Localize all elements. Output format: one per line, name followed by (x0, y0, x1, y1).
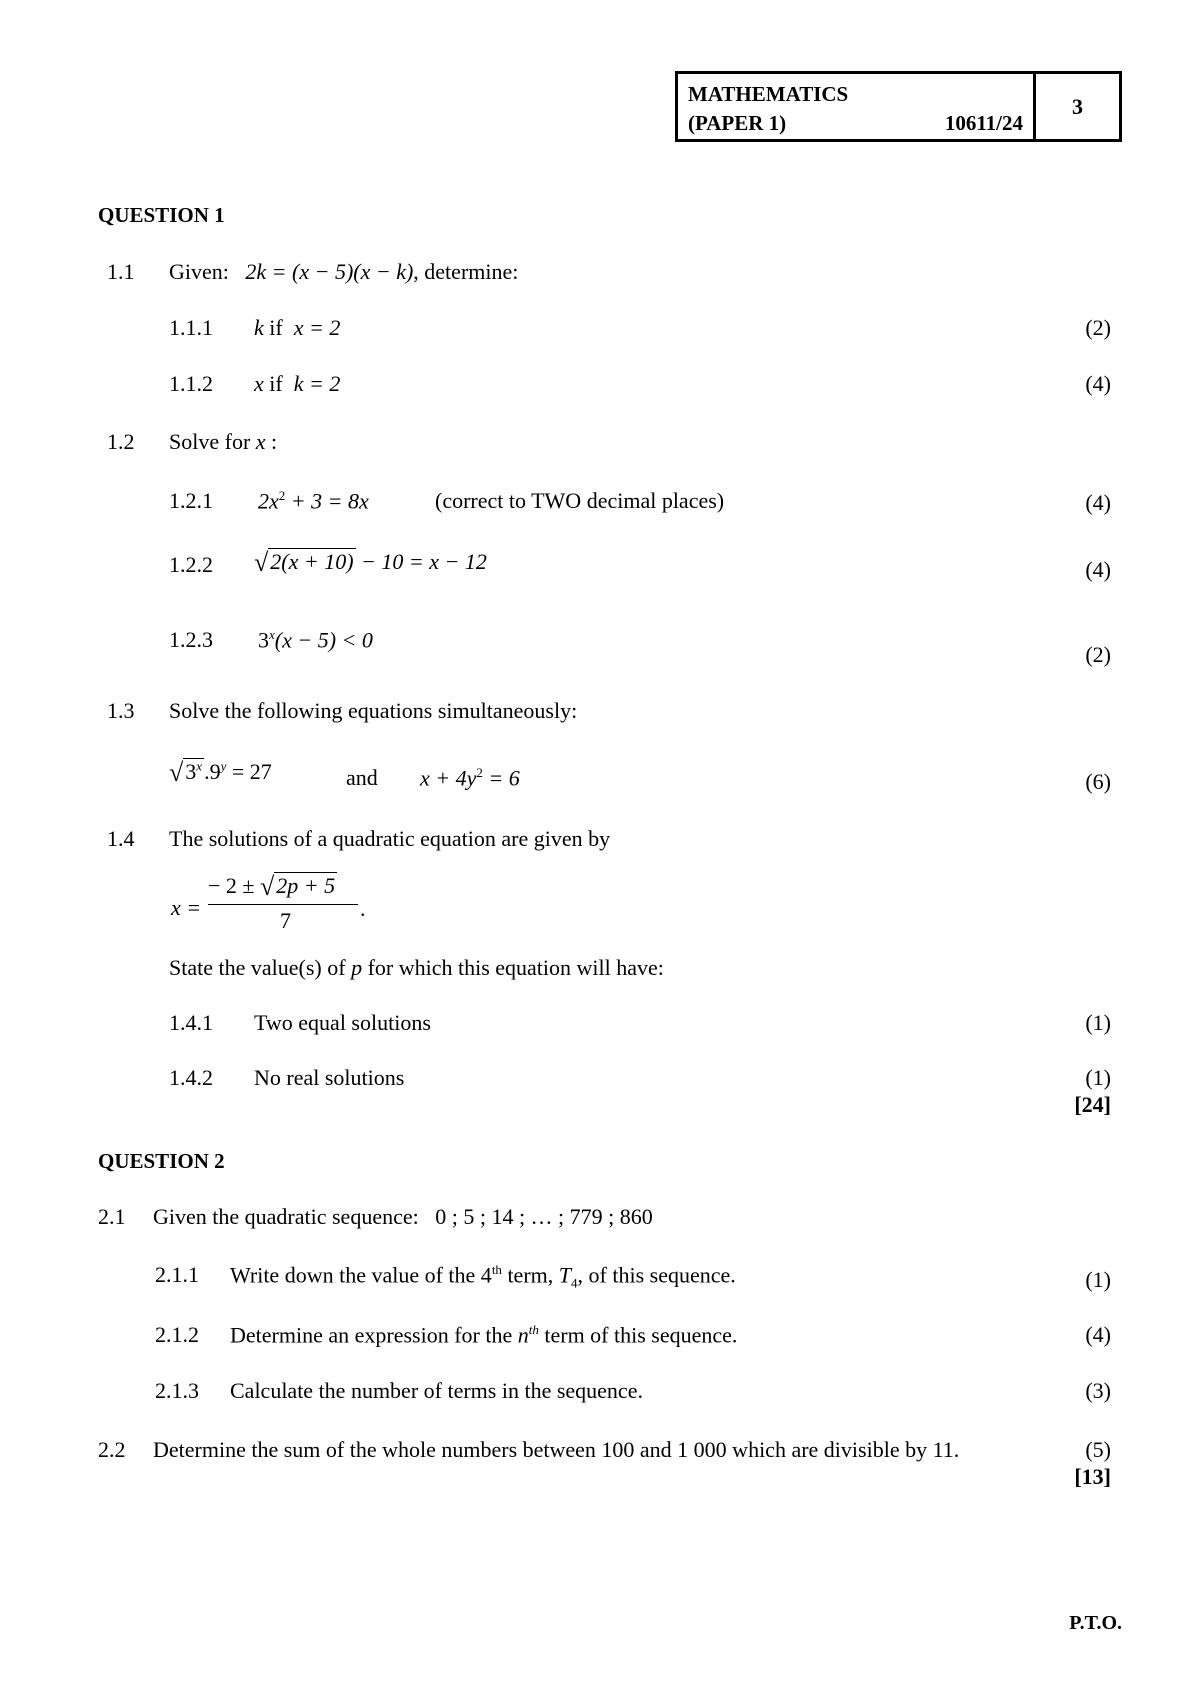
q1-1-tail: , determine: (413, 259, 519, 284)
pto-footer: P.T.O. (1069, 1612, 1122, 1634)
q2-1-1-post: , of this sequence. (577, 1262, 736, 1288)
q1-4-number: 1.4 (107, 826, 135, 851)
question-1-total: [24] (1074, 1092, 1111, 1117)
q1-2-var: x (255, 429, 266, 454)
q2-1-1-t: T (558, 1262, 572, 1288)
q1-4-1-text: Two equal solutions (254, 1010, 431, 1035)
q2-1-3-mark: (3) (1085, 1378, 1111, 1403)
q1-4-radicand (274, 872, 337, 898)
q1-1-equation: 2k = (x − 5)(x − k) (245, 259, 414, 284)
q1-4-2-text: No real solutions (254, 1065, 405, 1090)
q1-3-eq2-b: = 6 (482, 765, 520, 791)
header-left-cell (678, 74, 1036, 139)
q1-3-mark: (6) (1085, 769, 1111, 794)
q2-2-number: 2.2 (98, 1437, 126, 1462)
q1-3-equation-2 (420, 765, 520, 791)
q1-1-2-number: 1.1.2 (169, 371, 213, 396)
sqrt-icon: √ (259, 872, 275, 901)
q2-1-number: 2.1 (98, 1204, 126, 1229)
q1-2-3-equation (258, 627, 373, 653)
q1-2-1-number: 1.2.1 (169, 488, 213, 513)
q1-4-text: The solutions of a quadratic equation are given by (169, 826, 611, 851)
q2-2-text: Determine the sum of the whole numbers between 100 and 1 000 which are divisible by 11. (153, 1437, 960, 1462)
q2-1-3-text: Calculate the number of terms in the sequence. (230, 1378, 643, 1403)
q2-1-line (153, 1204, 653, 1230)
q2-1-2-n: n (517, 1322, 529, 1348)
q1-3-equation-1 (169, 758, 272, 786)
q2-1-1-mid: term, (501, 1262, 559, 1288)
question-2-total: [13] (1074, 1464, 1111, 1489)
q1-2-number: 1.2 (107, 429, 135, 454)
q2-1-text: Given the quadratic sequence: (153, 1204, 419, 1229)
q1-2-2-radicand (268, 548, 355, 574)
q1-1-2-if: if (269, 371, 283, 396)
q1-3-radicand-base: 3 (185, 759, 197, 784)
q1-4-numerator (208, 872, 337, 900)
q1-2-3-number: 1.2.3 (169, 627, 213, 652)
q1-4-fraction (188, 872, 388, 942)
q1-4-radicand-text: 2p + 5 (276, 873, 336, 898)
q1-1-1-var: k (254, 315, 264, 340)
q1-3-text: Solve the following equations simultaneously: (169, 698, 578, 723)
q2-1-2-mark: (4) (1085, 1322, 1111, 1347)
q2-1-2-post: term of this sequence. (538, 1322, 738, 1348)
q1-2-2-rest: − 10 = x − 12 (355, 549, 487, 574)
q1-2-2-number: 1.2.2 (169, 552, 213, 577)
q1-4-state: State the value(s) of (169, 955, 346, 980)
q1-3-and: and (346, 765, 378, 790)
q1-3-mid-exp: y (220, 758, 227, 774)
q1-2-3-exponent: x (269, 627, 275, 642)
q1-1-1-number: 1.1.1 (169, 315, 213, 340)
q2-1-1-pre: Write down the value of the 4 (230, 1262, 492, 1288)
q1-1-1-if: if (269, 315, 283, 340)
q2-1-sequence: 0 ; 5 ; 14 ; … ; 779 ; 860 (435, 1204, 653, 1229)
q1-4-1-mark: (1) (1085, 1010, 1111, 1035)
header-subject: MATHEMATICS (688, 82, 849, 106)
q1-3-eq2-a: x + 4y (420, 765, 477, 791)
q1-1-2-mark: (4) (1085, 371, 1111, 396)
q1-1-1-condition: x = 2 (293, 315, 341, 340)
q2-1-3-number: 2.1.3 (155, 1378, 199, 1403)
q1-2-1-equation (258, 488, 369, 514)
q1-4-var: p (351, 955, 363, 980)
question-1-title: QUESTION 1 (98, 203, 225, 227)
q1-3-mid: .9 (204, 759, 221, 784)
q1-2-2-radicand-text: 2(x + 10) (270, 549, 354, 574)
sqrt-icon: √ (254, 548, 269, 577)
q2-1-1-number: 2.1.1 (155, 1262, 199, 1287)
q2-1-1-mark: (1) (1085, 1267, 1111, 1292)
q1-3-radicand (183, 758, 204, 784)
q1-4-denominator: 7 (280, 908, 291, 933)
q1-4-state-line (169, 955, 664, 981)
q1-4-2-mark: (1) (1085, 1065, 1111, 1090)
q2-1-1-text (230, 1262, 736, 1292)
header-paper: (PAPER 1) (688, 111, 787, 135)
q1-2-line (169, 429, 277, 455)
q1-2-1-note: (correct to TWO decimal places) (435, 488, 725, 513)
q2-2-mark: (5) (1085, 1437, 1111, 1462)
q1-2-1-rest: + 3 = 8x (285, 488, 369, 514)
q1-4-1-number: 1.4.1 (169, 1010, 213, 1035)
q1-2-1-exponent: 2 (278, 488, 286, 503)
q1-3-radicand-exp: x (196, 758, 203, 774)
q1-4-numerator-lead: − 2 ± (208, 873, 255, 898)
q1-2-2-equation (254, 548, 487, 576)
fraction-bar (208, 904, 358, 905)
q1-1-1-mark: (2) (1085, 315, 1111, 340)
q1-4-period: . (360, 896, 366, 921)
q2-1-1-sup: th (491, 1262, 502, 1277)
q1-2-text: Solve for (169, 429, 251, 454)
q1-2-1-lhs: 2x (258, 488, 279, 514)
q1-1-2-var: x (254, 371, 264, 396)
q1-3-number: 1.3 (107, 698, 135, 723)
q1-2-3-base: 3 (258, 627, 269, 653)
q1-1-2-condition: k = 2 (293, 371, 341, 396)
q1-2-3-rest: (x − 5) < 0 (274, 627, 373, 653)
q1-3-eq2-exp: 2 (476, 765, 483, 780)
question-2-title: QUESTION 2 (98, 1149, 225, 1173)
q2-1-2-number: 2.1.2 (155, 1322, 199, 1347)
q1-1-1-question (254, 315, 340, 341)
q1-3-eq1-end: = 27 (226, 759, 272, 784)
q1-2-colon: : (271, 429, 278, 454)
q2-1-1-sub: 4 (571, 1275, 578, 1291)
q1-1-line (169, 259, 518, 285)
header-page-number: 3 (1072, 93, 1083, 119)
q1-2-3-mark: (2) (1085, 642, 1111, 667)
q1-4-state-tail: for which this equation will have: (367, 955, 664, 980)
header-code: 10611/24 (944, 111, 1023, 135)
q1-1-2-question (254, 371, 340, 397)
q1-1-number: 1.1 (107, 259, 135, 284)
header-box (675, 71, 1122, 142)
q1-4-2-number: 1.4.2 (169, 1065, 213, 1090)
q2-1-2-sup: th (528, 1322, 539, 1337)
q1-2-2-mark: (4) (1085, 557, 1111, 582)
sqrt-icon: √ (169, 758, 184, 787)
q2-1-2-pre: Determine an expression for the (230, 1322, 518, 1348)
q1-2-1-mark: (4) (1085, 490, 1111, 515)
q1-1-text: Given: (169, 259, 229, 284)
q1-4-lhs-text: x = (171, 895, 202, 920)
q2-1-2-text (230, 1322, 737, 1348)
